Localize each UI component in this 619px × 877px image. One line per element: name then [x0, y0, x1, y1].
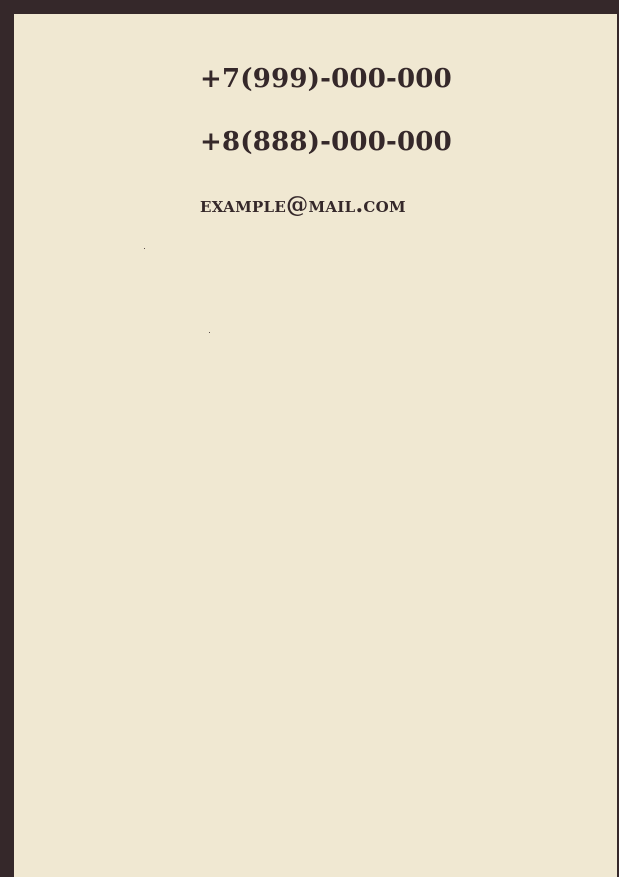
contact-panel: [14, 14, 617, 877]
phone-secondary-link[interactable]: +8(888)-000-000: [200, 127, 452, 157]
decorative-dot: [209, 332, 210, 333]
phone-primary-link[interactable]: +7(999)-000-000: [200, 64, 452, 94]
decorative-dot: [144, 248, 145, 249]
email-link[interactable]: example@mail.com: [200, 192, 406, 218]
